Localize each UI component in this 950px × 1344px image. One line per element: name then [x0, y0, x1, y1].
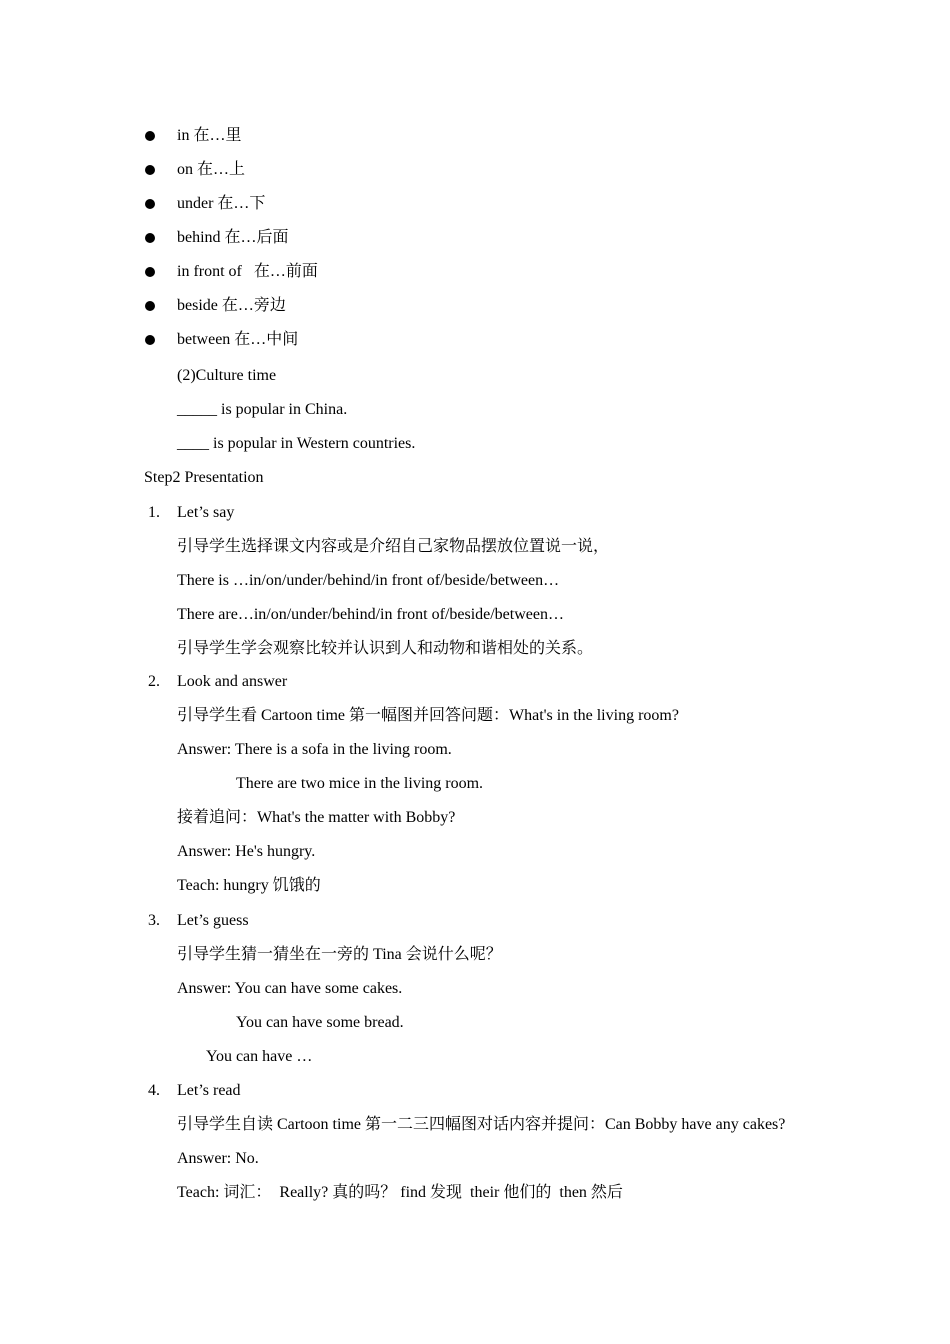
section-number: 1.	[148, 504, 160, 521]
bullet-icon	[145, 165, 155, 175]
paragraph-line: 引导学生选择课文内容或是介绍自己家物品摆放位置说一说，	[177, 538, 610, 555]
paragraph-line: You can have …	[206, 1048, 313, 1065]
paragraph-line: 接着追问：What's the matter with Bobby?	[177, 809, 456, 826]
paragraph-line: 引导学生看 Cartoon time 第一幅图并回答问题：What's in the living room?	[177, 707, 679, 724]
list-item: under 在…下	[177, 195, 266, 212]
list-item: behind 在…后面	[177, 229, 289, 246]
paragraph-line: Answer: There is a sofa in the living room.	[177, 741, 452, 758]
culture-line: _____ is popular in China.	[177, 401, 348, 418]
paragraph-line: There is …in/on/under/behind/in front of/beside/between…	[177, 572, 560, 589]
section-title: Let’s say	[177, 504, 235, 521]
paragraph-line: Answer: You can have some cakes.	[177, 980, 403, 997]
bullet-icon	[145, 335, 155, 345]
paragraph-line: 引导学生自读 Cartoon time 第一二三四幅图对话内容并提问：Can Bobby have any cakes?	[177, 1116, 786, 1133]
culture-line: ____ is popular in Western countries.	[177, 435, 416, 452]
bullet-icon	[145, 301, 155, 311]
culture-heading: (2)Culture time	[177, 367, 277, 384]
bullet-icon	[145, 233, 155, 243]
section-title: Look and answer	[177, 673, 288, 690]
list-item: beside 在…旁边	[177, 297, 286, 314]
bullet-icon	[145, 267, 155, 277]
section-number: 3.	[148, 912, 160, 929]
paragraph-line: There are two mice in the living room.	[236, 775, 484, 792]
list-item: in 在…里	[177, 127, 242, 144]
bullet-icon	[145, 131, 155, 141]
step-heading: Step2 Presentation	[144, 469, 264, 486]
section-title: Let’s read	[177, 1082, 241, 1099]
paragraph-line: Teach: 词汇： Really? 真的吗？ find 发现 their 他们的 then 然后	[177, 1184, 623, 1201]
section-number: 2.	[148, 673, 160, 690]
section-number: 4.	[148, 1082, 160, 1099]
paragraph-line: You can have some bread.	[236, 1014, 404, 1031]
bullet-icon	[145, 199, 155, 209]
list-item: between 在…中间	[177, 331, 299, 348]
paragraph-line: 引导学生猜一猜坐在一旁的 Tina 会说什么呢？	[177, 946, 502, 963]
paragraph-line: There are…in/on/under/behind/in front of/beside/between…	[177, 606, 564, 623]
paragraph-line: Answer: No.	[177, 1150, 259, 1167]
paragraph-line: Answer: He's hungry.	[177, 843, 316, 860]
paragraph-line: Teach: hungry 饥饿的	[177, 877, 321, 894]
list-item: on 在…上	[177, 161, 246, 178]
paragraph-line: 引导学生学会观察比较并认识到人和动物和谐相处的关系。	[177, 640, 594, 657]
list-item: in front of 在…前面	[177, 263, 318, 280]
section-title: Let’s guess	[177, 912, 249, 929]
